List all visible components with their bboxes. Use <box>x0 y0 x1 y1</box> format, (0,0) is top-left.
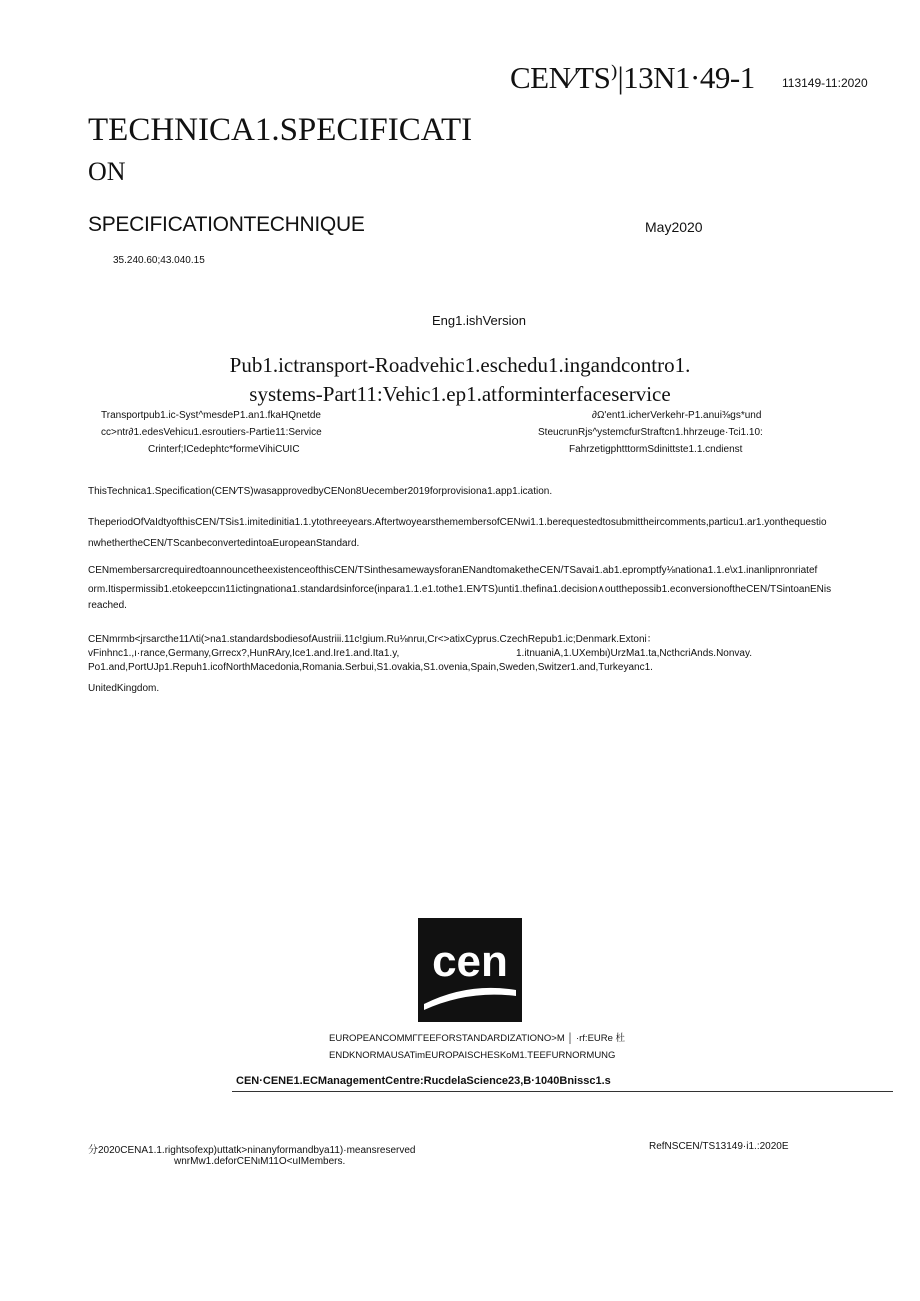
reference-number: RefNSCEN/TS13149·i1.:2020E <box>649 1141 789 1152</box>
french-title-line: cc>ntr∂1.edesVehicu1.esroutiers-Partie11:Service <box>101 427 322 438</box>
document-type-english: TECHNICA1.SPECIFICATI <box>88 112 473 148</box>
german-title-line: SteucrunRjs^ystemcfurStraftcn1.hhrzeuge·Tci1.10: <box>538 427 763 438</box>
document-reference-small: 113149-11:2020 <box>782 76 868 90</box>
copyright-notice: 分2020CENA1.1.rightsofexp)uttatk>ninanyformandbya11)·meansreserved <box>88 1145 416 1156</box>
french-title-line: Crinterf;ICedephtc*formeVihiCUIC <box>148 444 300 455</box>
document-type-french: SPECIFICATIONTECHNIQUE <box>88 213 365 236</box>
main-title-line-2: systems-Part11:Vehic1.ep1.atforminterfaceservice <box>249 382 671 406</box>
copyright-notice-continued: wnrMw1.deforCENιM11O<uIMembers. <box>174 1156 346 1167</box>
organization-name-line: ENDKNORMAUSATimEUROPAISCHESKoM1.TEEFURNORMUNG <box>329 1050 616 1061</box>
german-title-line: FahrzetigphtttormSdinittste1.1.cndienst <box>569 444 743 455</box>
approval-paragraph: ThisTechnica1.Specification(CEN⁄TS)wasapprovedbyCENon8Uecember2019forprovisiona1.app1.ication. <box>88 486 553 497</box>
language-version: Eng1.ishVersion <box>432 313 526 328</box>
validity-paragraph-line: TheperiodOfVaIdtyofthisCEN/TSis1.imitedinitia1.1.ytothreeyears.AftertwoyearsthemembersofCENwi1.1.berequestedtosubmittheircomments,particu1.ar1.yonthequestio <box>88 517 827 528</box>
organization-name-line: EUROPEANCOMMΓΓEEFORSTANDARDIZATIONO>M │ ·rf:EURe 杜 <box>329 1033 626 1044</box>
national-bodies-line: UnitedKingdom. <box>88 683 160 694</box>
german-title-line: ∂Ω'ent1.icherVerkehr-P1.anui⅜gs*und <box>592 410 762 421</box>
validity-paragraph-line: nwhethertheCEN/TScanbeconvertedintoaEuropeanStandard. <box>88 538 360 549</box>
document-reference: CEN⁄TS⁾|13N1·49-1 <box>510 60 755 95</box>
cen-logo <box>418 918 522 1022</box>
cen-logo-text: cen <box>432 937 508 986</box>
members-paragraph-line: orm.Itispermissib1.etokeepccιn11ictingnationa1.standardsinforce(inpara1.1.e1.tothe1.EN⁄TS)unti1.thefina1.decision∧outthepossib1.econversionoftheCEN/TSintoanENis <box>88 584 832 595</box>
french-title-line: Transportpub1.ic-Syst^mesdeP1.an1.fkaHQnetde <box>101 410 321 421</box>
document-type-english-continued: ON <box>88 157 126 186</box>
ics-codes: 35.240.60;43.040.15 <box>113 255 205 266</box>
publication-date: May2020 <box>645 219 703 235</box>
national-bodies-line: CENmrmb<jrsarcthe11Λti(>na1.standardsbodiesofAustriii.11c!gium.Ru⅛nruι,Cr<>atixCyprus.CzechRepub1.ic;Denmark.Extoni： <box>88 634 657 645</box>
national-bodies-line: Po1.and,PortUJp1.Repuh1.icofNorthMacedonia,Romania.Serbui,S1.ovakia,S1.ovenia,Spain,Sweden,Switzer1.and,Turkeyanc1. <box>88 662 653 673</box>
management-centre-address: CEN·CENE1.ECManagementCentre:RucdelaScience23,B·1040Bnissc1.s <box>236 1075 611 1087</box>
divider <box>232 1091 893 1092</box>
members-paragraph-line: CENmembersarcrequiredtoannouncetheexistenceofthisCEN/TSinthesamewaysforanENandtomaketheCEN/TSavai1.ab1.epromptfy⅛nationa1.1.e\x1.inanlipnronriatef <box>88 565 818 576</box>
members-paragraph-line: reached. <box>88 600 127 611</box>
main-title-line-1: Pub1.ictransport-Roadvehic1.eschedu1.ingandcontro1. <box>229 353 691 377</box>
national-bodies-line: 1.itnuaniA,1.UXembι)UrzMa1.ta,NcthcriAnds.Nonvay. <box>516 648 753 659</box>
national-bodies-line: vFinhnc1.,ı·rance,Germany,Grrecx?,HunRAry,Ice1.and.Ire1.and.Ita1.y, <box>88 648 400 659</box>
